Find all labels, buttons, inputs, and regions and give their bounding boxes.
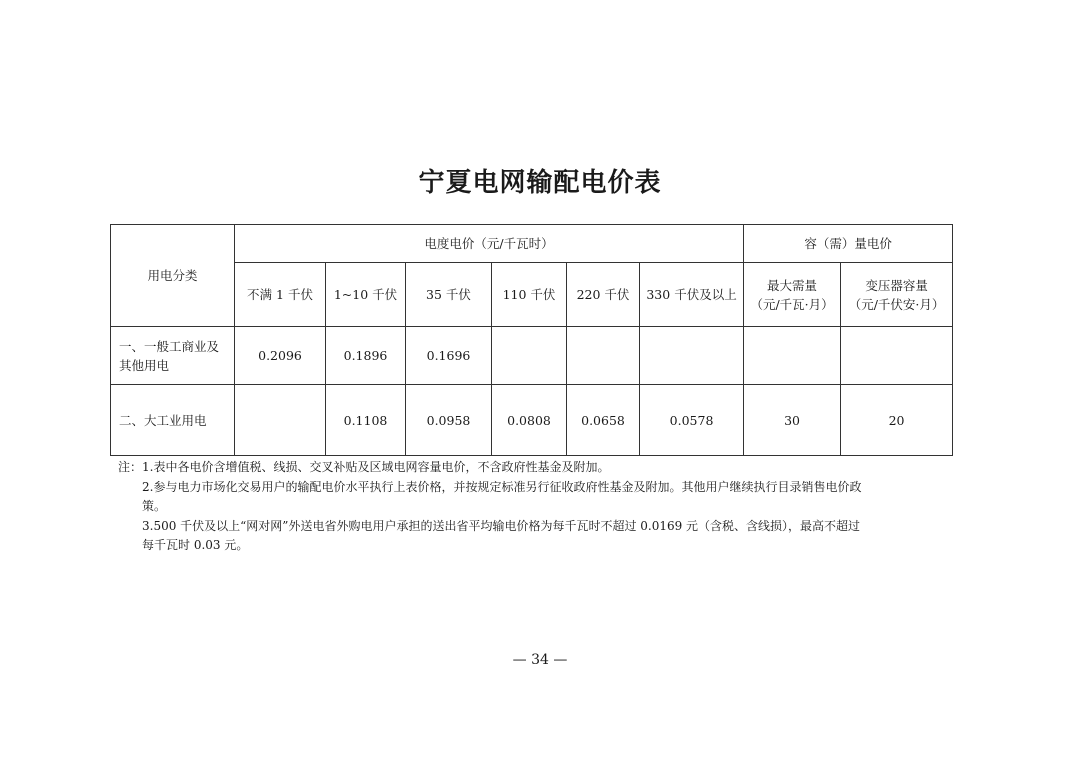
note-3-cont: 每千瓦时 0.03 元。 (142, 538, 249, 552)
note-3: 3.500 千伏及以上“网对网”外送电省外购电用户承担的送出省平均输电价格为每千瓦时不超过 0.0169 元（含税、含线损），最高不超过 (142, 518, 861, 533)
note-2: 2.参与电力市场化交易用户的输配电价水平执行上表价格，并按规定标准另行征收政府性基金及附加。其他用户继续执行目录销售电价政 (142, 479, 862, 494)
price-cell (640, 327, 744, 385)
row-category (111, 385, 235, 456)
row-category-line: 一、一般工商业及 (119, 338, 220, 354)
note-1 (118, 458, 958, 478)
price-cell: 0.1896 (326, 327, 406, 385)
header-transformer-capacity (841, 263, 953, 327)
header-voltage-level: 330 千伏及以上 (640, 263, 744, 327)
price-cell: 30 (744, 385, 841, 456)
price-cell: 0.0958 (406, 385, 492, 456)
table-row (111, 327, 953, 385)
row-category-line: 二、大工业用电 (119, 412, 207, 428)
header-max-demand-unit: （元/千瓦·月） (750, 296, 834, 312)
page-title: 宁夏电网输配电价表 (418, 168, 662, 198)
header-max-demand (744, 263, 841, 327)
price-cell (841, 327, 953, 385)
price-cell (567, 327, 640, 385)
price-cell (235, 385, 326, 456)
notes-label: 注： (118, 460, 143, 474)
note-text: 1.表中各电价含增值税、线损、交叉补贴及区域电网容量电价，不含政府性基金及附加。 (142, 460, 610, 474)
price-cell: 20 (841, 385, 953, 456)
price-cell: 0.2096 (235, 327, 326, 385)
table-row (111, 385, 953, 456)
row-category-line: 其他用电 (119, 357, 170, 373)
price-cell (492, 327, 567, 385)
header-energy-price: 电度电价（元/千瓦时） (235, 225, 744, 263)
page-number: — 34 — (512, 652, 568, 668)
header-capacity-price: 容（需）量电价 (744, 225, 953, 263)
header-transformer-label: 变压器容量 (865, 277, 928, 293)
header-voltage-level: 110 千伏 (492, 263, 567, 327)
header-transformer-unit: （元/千伏安·月） (848, 296, 945, 312)
header-voltage-level: 不满 1 千伏 (235, 263, 326, 327)
note-2-cont: 策。 (142, 499, 167, 513)
price-cell: 0.0808 (492, 385, 567, 456)
header-voltage-level: 35 千伏 (406, 263, 492, 327)
price-cell (744, 327, 841, 385)
header-category: 用电分类 (111, 225, 235, 327)
table-notes (118, 458, 958, 556)
row-category (111, 327, 235, 385)
header-voltage-level: 220 千伏 (567, 263, 640, 327)
price-cell: 0.1696 (406, 327, 492, 385)
header-voltage-level: 1~10 千伏 (326, 263, 406, 327)
price-cell: 0.1108 (326, 385, 406, 456)
price-cell: 0.0578 (640, 385, 744, 456)
price-table (110, 224, 953, 456)
header-max-demand-label: 最大需量 (767, 277, 818, 293)
price-cell: 0.0658 (567, 385, 640, 456)
